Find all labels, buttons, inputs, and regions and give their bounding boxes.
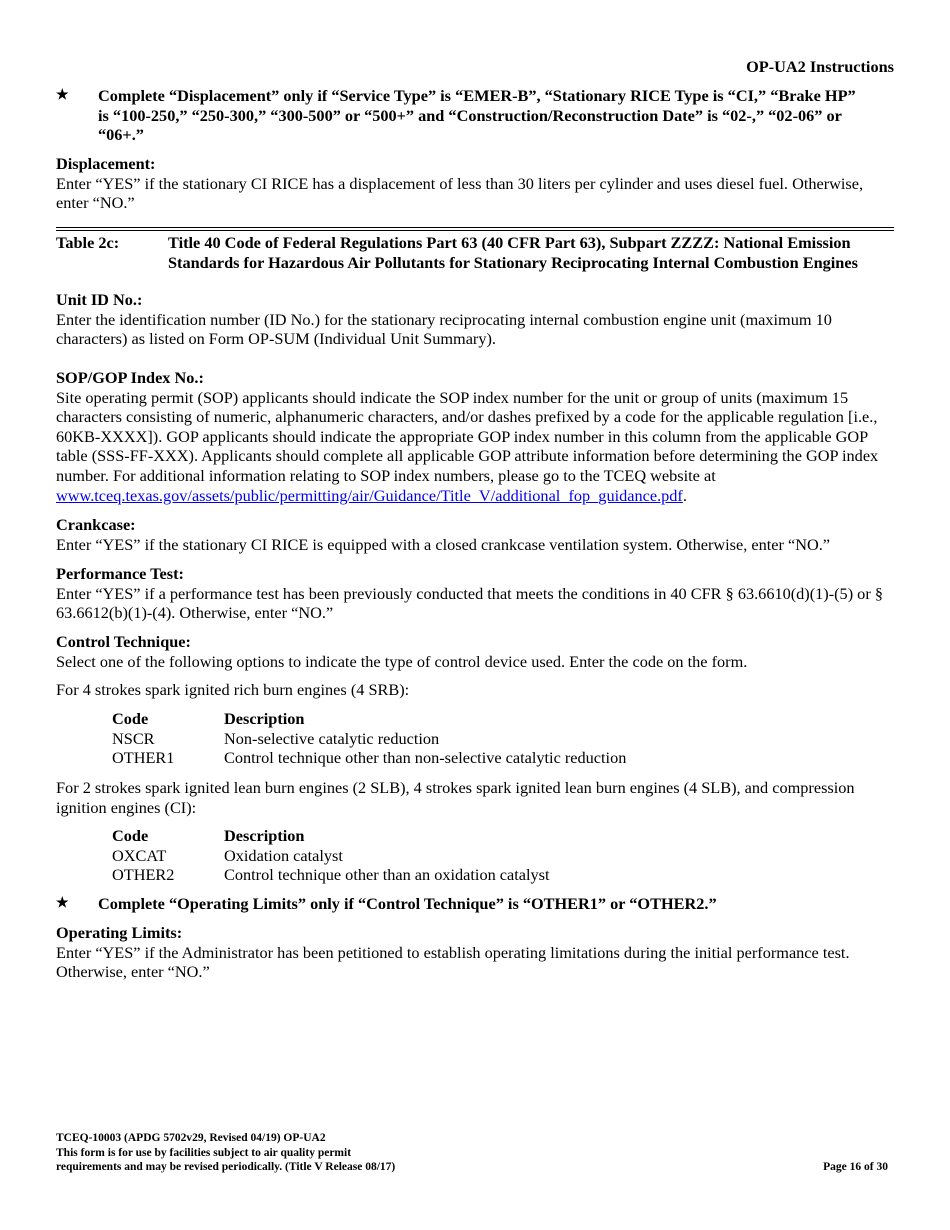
table-title — [168, 233, 894, 272]
page-header-title: OP-UA2 Instructions — [746, 57, 894, 76]
description-cell: Non-selective catalytic reduction — [224, 728, 440, 748]
sop-gop-section — [56, 368, 894, 505]
performance-test-title: Performance Test: — [56, 564, 184, 583]
table-title-line1: Title 40 Code of Federal Regulations Part 63 (40 CFR Part 63), Subpart ZZZZ: National Emission — [168, 233, 851, 252]
table-label: Table 2c: — [56, 233, 120, 252]
table-row — [112, 846, 550, 866]
footer-form-id: TCEQ-10003 (APDG 5702v29, Revised 04/19) OP-UA2 — [56, 1132, 326, 1144]
double-rule-bottom — [56, 230, 894, 231]
description-cell: Control technique other than non-selective catalytic reduction — [224, 748, 627, 768]
operating-limits-title: Operating Limits: — [56, 923, 183, 942]
code-column-header: Code — [112, 826, 149, 845]
sop-gop-body — [56, 388, 894, 506]
page-footer — [56, 1131, 894, 1175]
description-cell: Oxidation catalyst — [224, 845, 343, 865]
tceq-guidance-link[interactable]: www.tceq.texas.gov/assets/public/permitting/air/Guidance/Title_V/additional_fop_guidance.pdf — [56, 485, 683, 505]
sop-gop-body-end: . — [682, 485, 687, 505]
control-technique-body: Select one of the following options to indicate the type of control device used. Enter the code on the form. — [56, 651, 748, 671]
document-page — [56, 0, 894, 1230]
footer-usage-line: This form is for use by facilities subject to air quality permit — [56, 1146, 352, 1159]
table-row — [112, 748, 626, 768]
code-column-header: Code — [112, 709, 149, 728]
code-table-header — [112, 826, 550, 846]
code-table-header — [112, 709, 626, 729]
code-cell: NSCR — [112, 728, 155, 748]
sop-gop-title: SOP/GOP Index No.: — [56, 368, 204, 387]
slb-code-table — [112, 826, 550, 885]
table-title-line2: Standards for Hazardous Air Pollutants for Stationary Reciprocating Internal Combustion Engines — [168, 252, 858, 272]
table-row — [112, 729, 626, 749]
operating-limits-condition-text: Complete “Operating Limits” only if “Control Technique” is “OTHER1” or “OTHER2.” — [98, 894, 717, 913]
code-cell: OTHER2 — [112, 865, 175, 885]
double-rule-top — [56, 227, 894, 228]
operating-limits-section — [56, 923, 894, 982]
code-cell: OXCAT — [112, 845, 167, 865]
displacement-condition-note — [56, 86, 868, 145]
crankcase-title: Crankcase: — [56, 515, 136, 534]
srb-intro: For 4 strokes spark ignited rich burn engines (4 SRB): — [56, 680, 410, 699]
crankcase-section — [56, 515, 894, 554]
control-technique-title: Control Technique: — [56, 632, 191, 651]
description-cell: Control technique other than an oxidation catalyst — [224, 865, 550, 885]
unit-id-title: Unit ID No.: — [56, 290, 143, 309]
star-icon: ★ — [56, 88, 69, 103]
table-2c-heading — [56, 233, 894, 272]
footer-revision-line: requirements and may be revised periodically. (Title V Release 08/17) — [56, 1161, 396, 1173]
slb-intro: For 2 strokes spark ignited lean burn engines (2 SLB), 4 strokes spark ignited lean burn engines (4 SLB), and compression ignition engines (CI): — [56, 778, 855, 817]
description-column-header: Description — [224, 826, 305, 845]
page-number: Page 16 of 30 — [823, 1161, 888, 1173]
unit-id-body: Enter the identification number (ID No.) for the stationary reciprocating internal combustion engine unit (maximum 10 characters) as listed on Form OP-SUM (Individual Unit Summary). — [56, 309, 832, 349]
sop-gop-body-text: Site operating permit (SOP) applicants should indicate the SOP index number for the unit or group of units (maximum 15 characters consisting of numeric, alphanumeric characters, and/or dashes prefixed by a code for the applicable regulation [i.e., 60KB-XXXX]). GOP applicants should indicate the appropriate GOP index number in this column from the applicable GOP table (SSS-FF-XXX). Applicants should complete all applicable GOP attribute information before determining the GOP index number. For additional information relating to SOP index numbers, please go to the TCEQ website at — [56, 387, 879, 485]
operating-limits-condition-note — [56, 894, 868, 914]
description-column-header: Description — [224, 709, 305, 728]
control-technique-section — [56, 632, 894, 671]
operating-limits-body: Enter “YES” if the Administrator has been petitioned to establish operating limitations during the initial performance test. Otherwise, enter “NO.” — [56, 942, 850, 982]
displacement-section — [56, 154, 894, 213]
crankcase-body: Enter “YES” if the stationary CI RICE is equipped with a closed crankcase ventilation system. Otherwise, enter “NO.” — [56, 534, 831, 554]
star-icon: ★ — [56, 896, 69, 911]
displacement-body: Enter “YES” if the stationary CI RICE has a displacement of less than 30 liters per cylinder and uses diesel fuel. Otherwise, enter “NO.” — [56, 173, 864, 213]
displacement-condition-text: Complete “Displacement” only if “Service Type” is “EMER-B”, “Stationary RICE Type is “CI,” “Brake HP” is “100-250,” “250-300,” “300-500” or “500+” and “Construction/Reconstruction Date” is “02-,” “02-06” or “06+.” — [98, 86, 856, 145]
table-row — [112, 865, 550, 885]
unit-id-section — [56, 290, 894, 349]
srb-code-table — [112, 709, 626, 768]
performance-test-section — [56, 564, 894, 623]
displacement-title: Displacement: — [56, 154, 156, 173]
code-cell: OTHER1 — [112, 748, 175, 768]
performance-test-body: Enter “YES” if a performance test has been previously conducted that meets the conditions in 40 CFR § 63.6610(d)(1)-(5) or § 63.6612(b)(1)-(4). Otherwise, enter “NO.” — [56, 583, 883, 623]
